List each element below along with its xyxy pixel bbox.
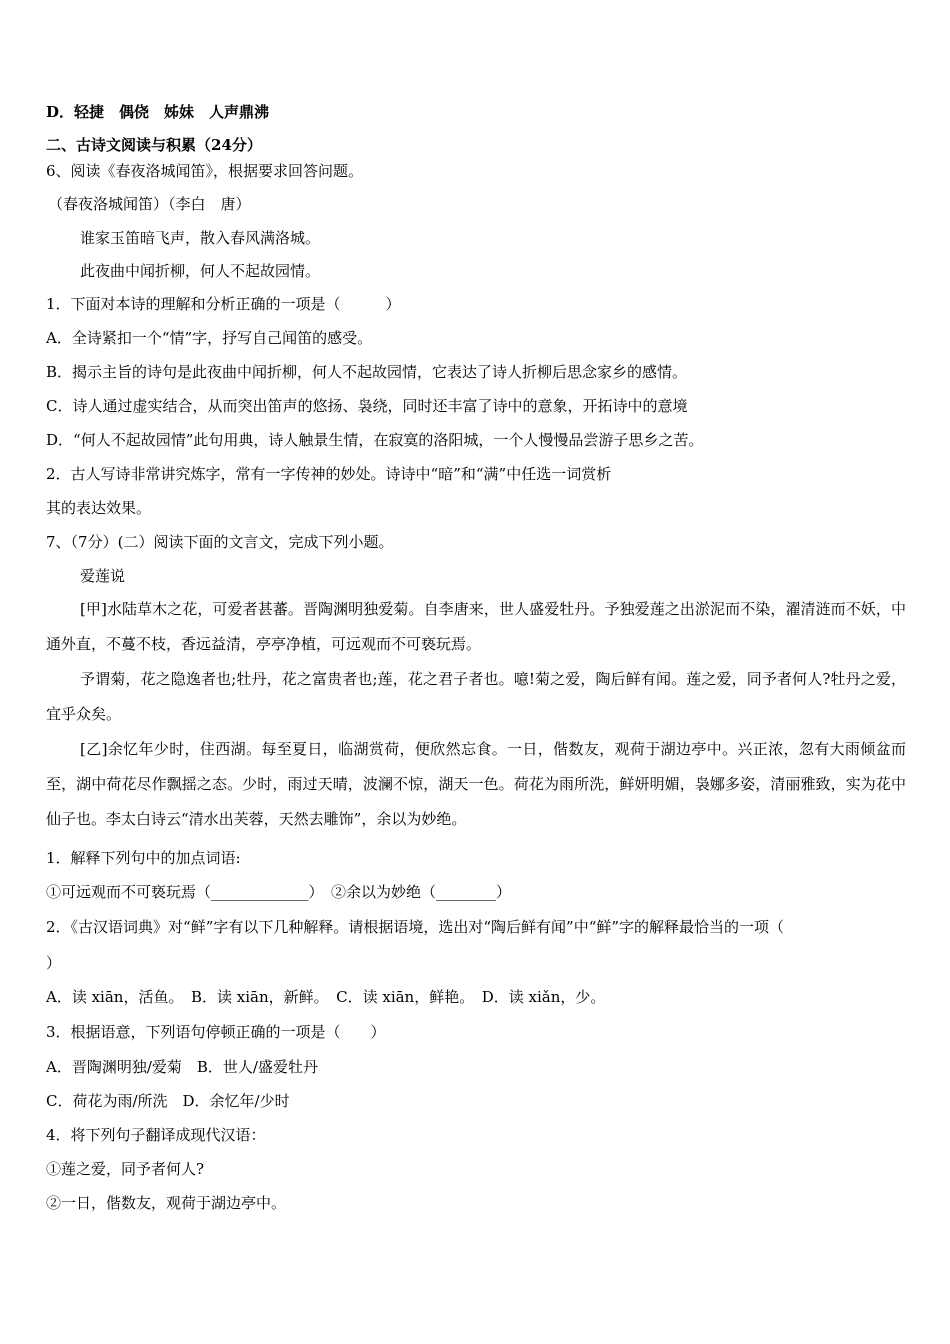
q6-sub1-option-b: B．揭示主旨的诗句是此夜曲中闻折柳，何人不起故园情，它表达了诗人折柳后思念家乡的感情。 <box>46 363 688 381</box>
passage-jia-1: [甲]水陆草木之花，可爱者甚蕃。晋陶渊明独爱菊。自李唐来，世人盛爱牡丹。予独爱莲之出淤泥而不染，濯清涟而不妖，中通外直，不蔓不枝，香远益清，亭亭净植，可远观而不可亵玩焉。 <box>46 600 906 653</box>
q7-sub2-line2: ） <box>46 954 62 972</box>
q6-sub1-option-d: D．“何人不起故园情”此句用典，诗人触景生情，在寂寞的洛阳城，一个人慢慢品尝游子思乡之苦。 <box>46 431 704 449</box>
q6-sub2-line1: 2．古人写诗非常讲究炼字，常有一字传神的妙处。诗诗中“暗”和“满”中任选一词赏析 <box>46 465 612 483</box>
q7-sub3-options-cd: C．荷花为雨/所洗 D．余忆年/少时 <box>46 1092 290 1110</box>
q7-sub3: 3．根据语意，下列语句停顿正确的一项是（ ） <box>46 1023 386 1041</box>
q6-sub2-line2: 其的表达效果。 <box>46 499 152 517</box>
q7-sub3-options-ab: A．晋陶渊明独/爱菊 B．世人/盛爱牡丹 <box>46 1058 318 1076</box>
q7-sub4: 4．将下列句子翻译成现代汉语： <box>46 1126 266 1144</box>
q6-sub1: 1．下面对本诗的理解和分析正确的一项是（ ） <box>46 295 401 313</box>
poem-line-1: 谁家玉笛暗飞声，散入春风满洛城。 <box>80 229 321 247</box>
poem-line-2: 此夜曲中闻折柳，何人不起故园情。 <box>80 262 321 280</box>
q6-intro: 6、阅读《春夜洛城闻笛》，根据要求回答问题。 <box>46 162 364 180</box>
q6-sub1-option-a: A．全诗紧扣一个“情”字，抒写自己闻笛的感受。 <box>46 329 373 347</box>
text-title: 爱莲说 <box>80 567 126 585</box>
q7-sub2-options: A．读 xiān，活鱼。 B．读 xiān，新鲜。 C．读 xiān，鲜艳。 D．读 xiǎn，少。 <box>46 988 606 1006</box>
option-d-line: D．轻捷 偶侥 姊妹 人声鼎沸 <box>46 103 270 121</box>
q7-sub1-items: ①可远观而不可亵玩焉（_____________） ②余以为妙绝（________） <box>46 883 512 901</box>
q7-sub2-line1: 2．《古汉语词典》对“鲜”字有以下几种解释。请根据语境，选出对“陶后鲜有闻”中“鲜”字的解释最恰当的一项（ <box>46 918 785 936</box>
poem-title: （春夜洛城闻笛）（李白 唐） <box>48 195 251 213</box>
passage-jia-2: 予谓菊，花之隐逸者也;牡丹，花之富贵者也;莲，花之君子者也。噫!菊之爱，陶后鲜有闻。莲之爱，同予者何人?牡丹之爱，宜乎众矣。 <box>46 670 906 723</box>
q7-sub1: 1．解释下列句中的加点词语: <box>46 849 241 867</box>
q6-sub1-option-c: C．诗人通过虚实结合，从而突出笛声的悠扬、袅绕，同时还丰富了诗中的意象，开拓诗中的意境 <box>46 397 688 415</box>
section-heading: 二、古诗文阅读与积累（24分） <box>46 136 262 154</box>
passage-yi: [乙]余忆年少时，住西湖。每至夏日，临湖赏荷，便欣然忘食。一日，偕数友，观荷于湖边亭中。兴正浓，忽有大雨倾盆而至，湖中荷花尽作飘摇之态。少时，雨过天晴，波澜不惊，湖天一色。荷花为雨所洗，鲜妍明媚，袅娜多姿，清丽雅致，实为花中仙子也。李太白诗云“清水出芙蓉，天然去雕饰”，余以为妙绝。 <box>46 740 906 828</box>
q7-sub4-item2: ②一日，偕数友，观荷于湖边亭中。 <box>46 1194 287 1212</box>
q7-intro: 7、（7分）(二）阅读下面的文言文，完成下列小题。 <box>46 533 394 551</box>
q7-sub4-item1: ①莲之爱，同予者何人? <box>46 1160 205 1178</box>
